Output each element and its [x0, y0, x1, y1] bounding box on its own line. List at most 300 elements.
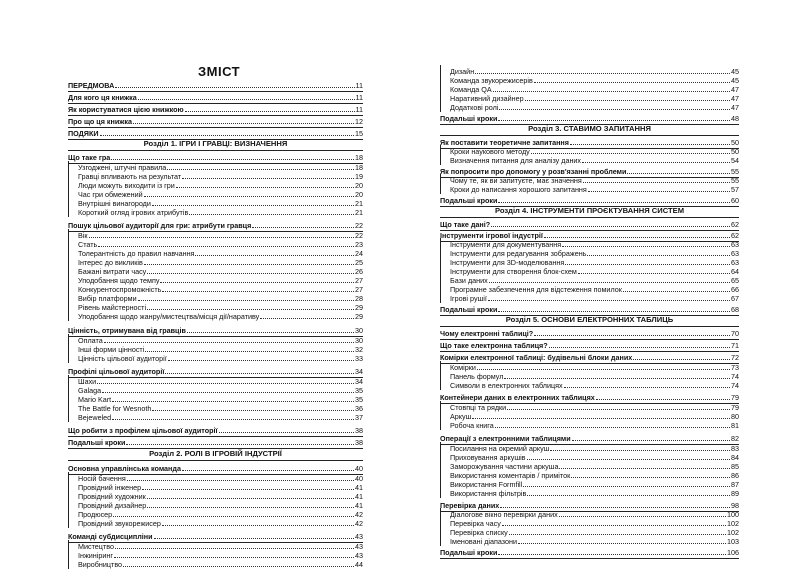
page-number: 27 — [355, 285, 363, 294]
page-number: 63 — [731, 240, 739, 249]
page-number: 29 — [355, 312, 363, 321]
entry-title: Команда QA — [450, 85, 492, 94]
dot-leader — [168, 360, 354, 361]
entry-title: Час гри обмежений — [78, 190, 143, 199]
page-number: 11 — [355, 93, 363, 102]
dot-leader — [114, 557, 354, 558]
dot-leader — [97, 383, 354, 384]
entry-title: Інструменти для створення блок-схем — [450, 267, 577, 276]
entry-title: Визначення питання для аналізу даних — [450, 156, 582, 165]
page-number: 64 — [731, 267, 739, 276]
dot-leader — [572, 440, 730, 441]
entry-title: Програмне забезпечення для відстеження помилок — [450, 285, 622, 294]
toc-section-entry[interactable] — [68, 437, 363, 447]
toc-section-entry[interactable] — [440, 547, 739, 557]
dot-leader — [472, 418, 730, 419]
page-number: 102 — [727, 528, 739, 537]
toc-section-entry[interactable] — [68, 531, 363, 541]
page-number: 74 — [731, 372, 739, 381]
subsection-bracket — [440, 65, 441, 112]
chapter-divider — [68, 150, 363, 151]
entry-title: Подальші кроки — [440, 114, 498, 123]
toc-subsection-entry[interactable] — [68, 559, 363, 569]
chapter-heading: Розділ 3. СТАВИМО ЗАПИТАННЯ — [528, 124, 651, 133]
entry-title: Провідний інженер — [78, 483, 142, 492]
dot-leader — [144, 196, 354, 197]
toc-section-entry[interactable] — [440, 352, 739, 362]
dot-leader — [627, 173, 730, 174]
dot-leader — [152, 410, 354, 411]
page-number: 43 — [355, 551, 363, 560]
entry-title: Інструменти ігрової індустрії — [440, 231, 543, 240]
dot-leader — [102, 392, 354, 393]
dot-leader — [113, 516, 354, 517]
entry-title: Стать — [78, 240, 98, 249]
toc-section-entry[interactable] — [68, 366, 363, 376]
dot-leader — [549, 347, 730, 348]
dot-leader — [147, 498, 354, 499]
dot-leader — [493, 91, 730, 92]
dot-leader — [115, 548, 354, 549]
page-number: 89 — [731, 489, 739, 498]
dot-leader — [104, 342, 354, 343]
dot-leader — [189, 214, 354, 215]
dot-leader — [475, 73, 730, 74]
page-number: 40 — [355, 474, 363, 483]
dot-leader — [219, 432, 355, 433]
page-number: 21 — [355, 199, 363, 208]
page-number: 62 — [731, 220, 739, 229]
page-number: 81 — [731, 421, 739, 430]
entry-title: The Battle for Wesnoth — [78, 404, 152, 413]
page-number: 37 — [355, 413, 363, 422]
entry-title: Перевірка даних — [440, 501, 500, 510]
page-number: 34 — [355, 367, 363, 376]
dot-leader — [523, 486, 730, 487]
toc-section-entry[interactable] — [68, 104, 363, 114]
page-number: 45 — [731, 76, 739, 85]
page-number: 47 — [731, 94, 739, 103]
dot-leader — [144, 264, 354, 265]
entry-title: Бажані витрати часу — [78, 267, 147, 276]
page-number: 21 — [355, 208, 363, 217]
toc-section-entry[interactable] — [68, 463, 363, 473]
page-number: 70 — [731, 329, 739, 338]
page-number: 82 — [731, 434, 739, 443]
page-number: 27 — [355, 276, 363, 285]
dot-leader — [89, 237, 354, 238]
toc-subsection-entry[interactable] — [68, 412, 363, 422]
entry-title: Виробництво — [78, 560, 123, 569]
entry-title: Інші форми цінності — [78, 345, 145, 354]
page-number: 43 — [355, 532, 363, 541]
chapter-heading: Розділ 1. ІГРИ І ГРАВЦІ: ВИЗНАЧЕННЯ — [143, 139, 288, 148]
toc-section-entry[interactable] — [440, 219, 739, 229]
page-number: 48 — [731, 114, 739, 123]
page-number: 68 — [731, 305, 739, 314]
page-number: 73 — [731, 363, 739, 372]
entry-title: Провідний художник — [78, 492, 146, 501]
entry-title: Що робити з профілем цільової аудиторії — [68, 426, 218, 435]
dot-leader — [185, 111, 355, 112]
entry-title: Операції з електронними таблицями — [440, 434, 571, 443]
page-number: 38 — [355, 438, 363, 447]
entry-title: Подальші кроки — [68, 438, 126, 447]
dot-leader — [527, 495, 730, 496]
entry-title: Mario Kart — [78, 395, 112, 404]
entry-title: Для кого ця книжка — [68, 93, 137, 102]
entry-title: Цінність, отримувана від гравців — [68, 326, 186, 335]
chapter-heading: Розділ 5. ОСНОВИ ЕЛЕКТРОННИХ ТАБЛИЦЬ — [505, 315, 674, 324]
dot-leader — [176, 187, 354, 188]
dot-leader — [578, 273, 730, 274]
page-number: 28 — [355, 294, 363, 303]
dot-leader — [564, 387, 730, 388]
entry-title: Іменовані діапазони — [450, 537, 517, 546]
entry-title: Використання фільтрів — [450, 489, 527, 498]
dot-leader — [195, 255, 354, 256]
dot-leader — [477, 369, 730, 370]
entry-title: Внутрішні винагороди — [78, 199, 151, 208]
page-number: 41 — [355, 483, 363, 492]
page-number: 33 — [355, 354, 363, 363]
entry-title: Бази даних — [450, 276, 488, 285]
page-number: 62 — [731, 231, 739, 240]
page-number: 67 — [731, 294, 739, 303]
dot-leader — [544, 237, 730, 238]
page-number: 20 — [355, 190, 363, 199]
subsection-bracket — [440, 442, 441, 498]
dot-leader — [491, 226, 730, 227]
entry-title: Як попросити про допомогу у розв'язанні проблеми — [440, 167, 627, 176]
page-number: 103 — [727, 537, 739, 546]
entry-title: Цінність цільової аудиторії — [78, 354, 167, 363]
page-number: 55 — [731, 167, 739, 176]
entry-title: Люди можуть виходити із гри — [78, 181, 175, 190]
entry-title: Команда звукорежисерів — [450, 76, 533, 85]
toc-section-entry[interactable] — [68, 80, 363, 90]
dot-leader — [583, 182, 730, 183]
entry-title: Робоча книга — [450, 421, 494, 430]
page-number: 60 — [731, 196, 739, 205]
toc-subsection-entry[interactable] — [68, 353, 363, 363]
entry-title: Уподобання щодо темпу — [78, 276, 160, 285]
dot-leader — [138, 300, 354, 301]
entry-title: Символи в електронних таблицях — [450, 381, 563, 390]
page-number: 34 — [355, 377, 363, 386]
toc-subsection-entry[interactable] — [68, 518, 363, 528]
page-number: 83 — [731, 444, 739, 453]
dot-leader — [252, 227, 354, 228]
toc-section-entry[interactable] — [68, 152, 363, 162]
toc-section-entry[interactable] — [440, 340, 739, 350]
page-number: 102 — [727, 519, 739, 528]
dot-leader — [534, 82, 730, 83]
dot-leader — [633, 359, 730, 360]
dot-leader — [260, 318, 354, 319]
toc-section-entry[interactable] — [440, 328, 739, 338]
entry-title: Подальші кроки — [440, 196, 498, 205]
entry-title: Як поставити теоретичне запитання — [440, 138, 569, 147]
dot-leader — [154, 538, 354, 539]
dot-leader — [550, 450, 730, 451]
entry-title: Приховування аркушів — [450, 453, 526, 462]
dot-leader — [596, 399, 730, 400]
entry-title: Galaga — [78, 386, 102, 395]
page-number: 42 — [355, 519, 363, 528]
dot-leader — [133, 123, 354, 124]
entry-title: Діалогове вікно перевірки даних — [450, 510, 558, 519]
subsection-bracket — [440, 508, 441, 546]
entry-title: Оплата — [78, 336, 103, 345]
dot-leader — [142, 489, 354, 490]
page-number: 63 — [731, 258, 739, 267]
page-number: 11 — [355, 81, 363, 90]
page-number: 41 — [355, 492, 363, 501]
page-number: 15 — [355, 129, 363, 138]
dot-leader — [162, 525, 354, 526]
entry-title: ПОДЯКИ — [68, 129, 99, 138]
chapter-divider — [68, 460, 363, 461]
dot-leader — [531, 153, 730, 154]
dot-leader — [623, 291, 730, 292]
dot-leader — [525, 100, 730, 101]
entry-title: Чому електронні таблиці? — [440, 329, 534, 338]
dot-leader — [115, 87, 354, 88]
toc-section-entry[interactable] — [440, 195, 739, 205]
toc-section-entry[interactable] — [440, 304, 739, 314]
page-number: 23 — [355, 240, 363, 249]
dot-leader — [571, 477, 730, 478]
entry-title: Як користуватися цією книжкою — [68, 105, 184, 114]
dot-leader — [147, 507, 354, 508]
entry-title: Узгоджені, штучні правила — [78, 163, 167, 172]
page-number: 11 — [355, 105, 363, 114]
page-number: 79 — [731, 393, 739, 402]
subsection-bracket — [68, 472, 69, 528]
toc-subsection-entry[interactable] — [68, 207, 363, 217]
entry-title: Вибір платформи — [78, 294, 137, 303]
toc-section-entry[interactable] — [440, 433, 739, 443]
entry-title: Пошук цільової аудиторії для гри: атрибути гравця — [68, 221, 252, 230]
entry-title: Кроки до написання хорошого запитання — [450, 185, 587, 194]
subsection-bracket — [68, 540, 69, 569]
entry-title: Подальші кроки — [440, 548, 498, 557]
chapter-divider — [440, 217, 739, 218]
entry-title: Профілі цільової аудиторії — [68, 367, 165, 376]
dot-leader — [147, 309, 354, 310]
page-number: 57 — [731, 185, 739, 194]
dot-leader — [559, 468, 730, 469]
entry-title: Основна управлінська команда — [68, 464, 181, 473]
section-underline — [440, 558, 739, 559]
page-number: 43 — [355, 542, 363, 551]
toc-section-entry[interactable] — [68, 425, 363, 435]
dot-leader — [112, 401, 354, 402]
toc-section-entry[interactable] — [68, 92, 363, 102]
entry-title: Мистецтво — [78, 542, 114, 551]
page-number: 72 — [731, 353, 739, 362]
dot-leader — [507, 409, 730, 410]
page-number: 24 — [355, 249, 363, 258]
toc-section-entry[interactable] — [68, 220, 363, 230]
entry-title: Додаткові ролі — [450, 103, 499, 112]
page-number: 85 — [731, 462, 739, 471]
toc-subsection-entry[interactable] — [440, 536, 739, 546]
dot-leader — [162, 291, 354, 292]
dot-leader — [570, 144, 730, 145]
toc-section-entry[interactable] — [440, 392, 739, 402]
page-number: 47 — [731, 103, 739, 112]
page-number: 63 — [731, 249, 739, 258]
page-number: 30 — [355, 326, 363, 335]
page-number: 47 — [731, 85, 739, 94]
toc-subsection-entry[interactable] — [440, 184, 739, 194]
subsection-bracket — [440, 145, 441, 165]
dot-leader — [160, 282, 354, 283]
page-number: 19 — [355, 172, 363, 181]
dot-leader — [145, 351, 354, 352]
entry-title: Толерантність до правил навчання — [78, 249, 195, 258]
page-number: 87 — [731, 480, 739, 489]
entry-title: Панель формул — [450, 372, 504, 381]
subsection-bracket — [440, 174, 441, 194]
dot-leader — [495, 427, 730, 428]
entry-title: Стовпці та рядки — [450, 403, 507, 412]
dot-leader — [498, 202, 730, 203]
toc-subsection-entry[interactable] — [440, 488, 739, 498]
dot-leader — [498, 311, 730, 312]
entry-title: Про що ця книжка — [68, 117, 132, 126]
dot-leader — [138, 99, 355, 100]
toc-subsection-entry[interactable] — [440, 420, 739, 430]
toc-subsection-entry[interactable] — [440, 155, 739, 165]
dot-leader — [182, 470, 354, 471]
page-number: 55 — [731, 176, 739, 185]
dot-leader — [565, 264, 730, 265]
entry-title: Що таке дані? — [440, 220, 491, 229]
entry-title: Провідний звукорежисер — [78, 519, 161, 528]
page-number: 29 — [355, 303, 363, 312]
entry-title: Наративний дизайнер — [450, 94, 524, 103]
page-number: 66 — [731, 285, 739, 294]
dot-leader — [498, 554, 726, 555]
chapter-heading: Розділ 2. РОЛІ В ІГРОВІЙ ІНДУСТРІЇ — [149, 449, 282, 458]
dot-leader — [509, 534, 726, 535]
dot-leader — [582, 162, 730, 163]
toc-subsection-entry[interactable] — [440, 102, 739, 112]
dot-leader — [500, 507, 730, 508]
page-number: 25 — [355, 258, 363, 267]
subsection-bracket — [440, 238, 441, 303]
toc-subsection-entry[interactable] — [68, 311, 363, 321]
dot-leader — [167, 169, 354, 170]
dot-leader — [165, 373, 354, 374]
toc-section-entry[interactable] — [68, 116, 363, 126]
dot-leader — [152, 205, 354, 206]
entry-title: Кроки наукового методу — [450, 147, 530, 156]
page-number: 30 — [355, 336, 363, 345]
dot-leader — [489, 282, 730, 283]
page-number: 22 — [355, 221, 363, 230]
entry-title: Використання коментарів / приміток — [450, 471, 571, 480]
page-number: 106 — [727, 548, 739, 557]
entry-title: Інструменти для редагування зображень — [450, 249, 587, 258]
dot-leader — [518, 543, 726, 544]
page-number: 100 — [727, 510, 739, 519]
entry-title: Комірки електронної таблиці: будівельні блоки даних — [440, 353, 633, 362]
subsection-bracket — [440, 361, 441, 390]
entry-title: Продюсер — [78, 510, 113, 519]
entry-title: Уподобання щодо жанру/мистецтва/місця дії/наративу — [78, 312, 260, 321]
page-number: 20 — [355, 181, 363, 190]
entry-title: Носій бачення — [78, 474, 126, 483]
page-number: 41 — [355, 501, 363, 510]
toc-title: ЗМІСТ — [198, 64, 241, 79]
dot-leader — [100, 135, 354, 136]
dot-leader — [126, 444, 354, 445]
entry-title: Подальші кроки — [440, 305, 498, 314]
entry-title: ПЕРЕДМОВА — [68, 81, 115, 90]
entry-title: Конкурентоспроможність — [78, 285, 162, 294]
dot-leader — [112, 419, 354, 420]
page-number: 86 — [731, 471, 739, 480]
subsection-bracket — [68, 375, 69, 422]
entry-title: Інтерес до викликів — [78, 258, 143, 267]
entry-title: Інжиніринг — [78, 551, 113, 560]
dot-leader — [182, 178, 354, 179]
toc-section-entry[interactable] — [440, 113, 739, 123]
subsection-bracket — [68, 161, 69, 217]
page-number: 32 — [355, 345, 363, 354]
page-number: 40 — [355, 464, 363, 473]
page-number: 44 — [355, 560, 363, 569]
dot-leader — [111, 159, 354, 160]
entry-title: Чому те, як ви запитуєте, має значення — [450, 176, 582, 185]
toc-section-entry[interactable] — [68, 128, 363, 138]
entry-title: Ігрові рушії — [450, 294, 487, 303]
page-number: 38 — [355, 426, 363, 435]
entry-title: Аркуш — [450, 412, 472, 421]
page-number: 12 — [355, 117, 363, 126]
chapter-divider — [440, 326, 739, 327]
page-number: 50 — [731, 147, 739, 156]
toc-section-entry[interactable] — [68, 325, 363, 335]
page-number: 80 — [731, 412, 739, 421]
entry-title: Заморожування частини аркуша — [450, 462, 559, 471]
entry-title: Bejeweled — [78, 413, 112, 422]
toc-subsection-entry[interactable] — [440, 293, 739, 303]
dot-leader — [499, 109, 730, 110]
dot-leader — [559, 516, 726, 517]
page-number: 98 — [731, 501, 739, 510]
entry-title: Контейнери даних в електронних таблицях — [440, 393, 595, 402]
entry-title: Інструменти для документування — [450, 240, 562, 249]
entry-title: Що таке гра — [68, 153, 111, 162]
page-number: 36 — [355, 404, 363, 413]
entry-title: Інструменти для 3D-моделювання — [450, 258, 565, 267]
page-number: 50 — [731, 138, 739, 147]
page-number: 65 — [731, 276, 739, 285]
page-number: 18 — [355, 153, 363, 162]
toc-subsection-entry[interactable] — [440, 380, 739, 390]
dot-leader — [587, 255, 730, 256]
entry-title: Гравці впливають на результат — [78, 172, 182, 181]
entry-title: Команді субдисципліни — [68, 532, 153, 541]
entry-title: Що таке електронна таблиця? — [440, 341, 548, 350]
chapter-heading: Розділ 4. ІНСТРУМЕНТИ ПРОЄКТУВАННЯ СИСТЕМ — [494, 206, 685, 215]
dot-leader — [123, 566, 354, 567]
